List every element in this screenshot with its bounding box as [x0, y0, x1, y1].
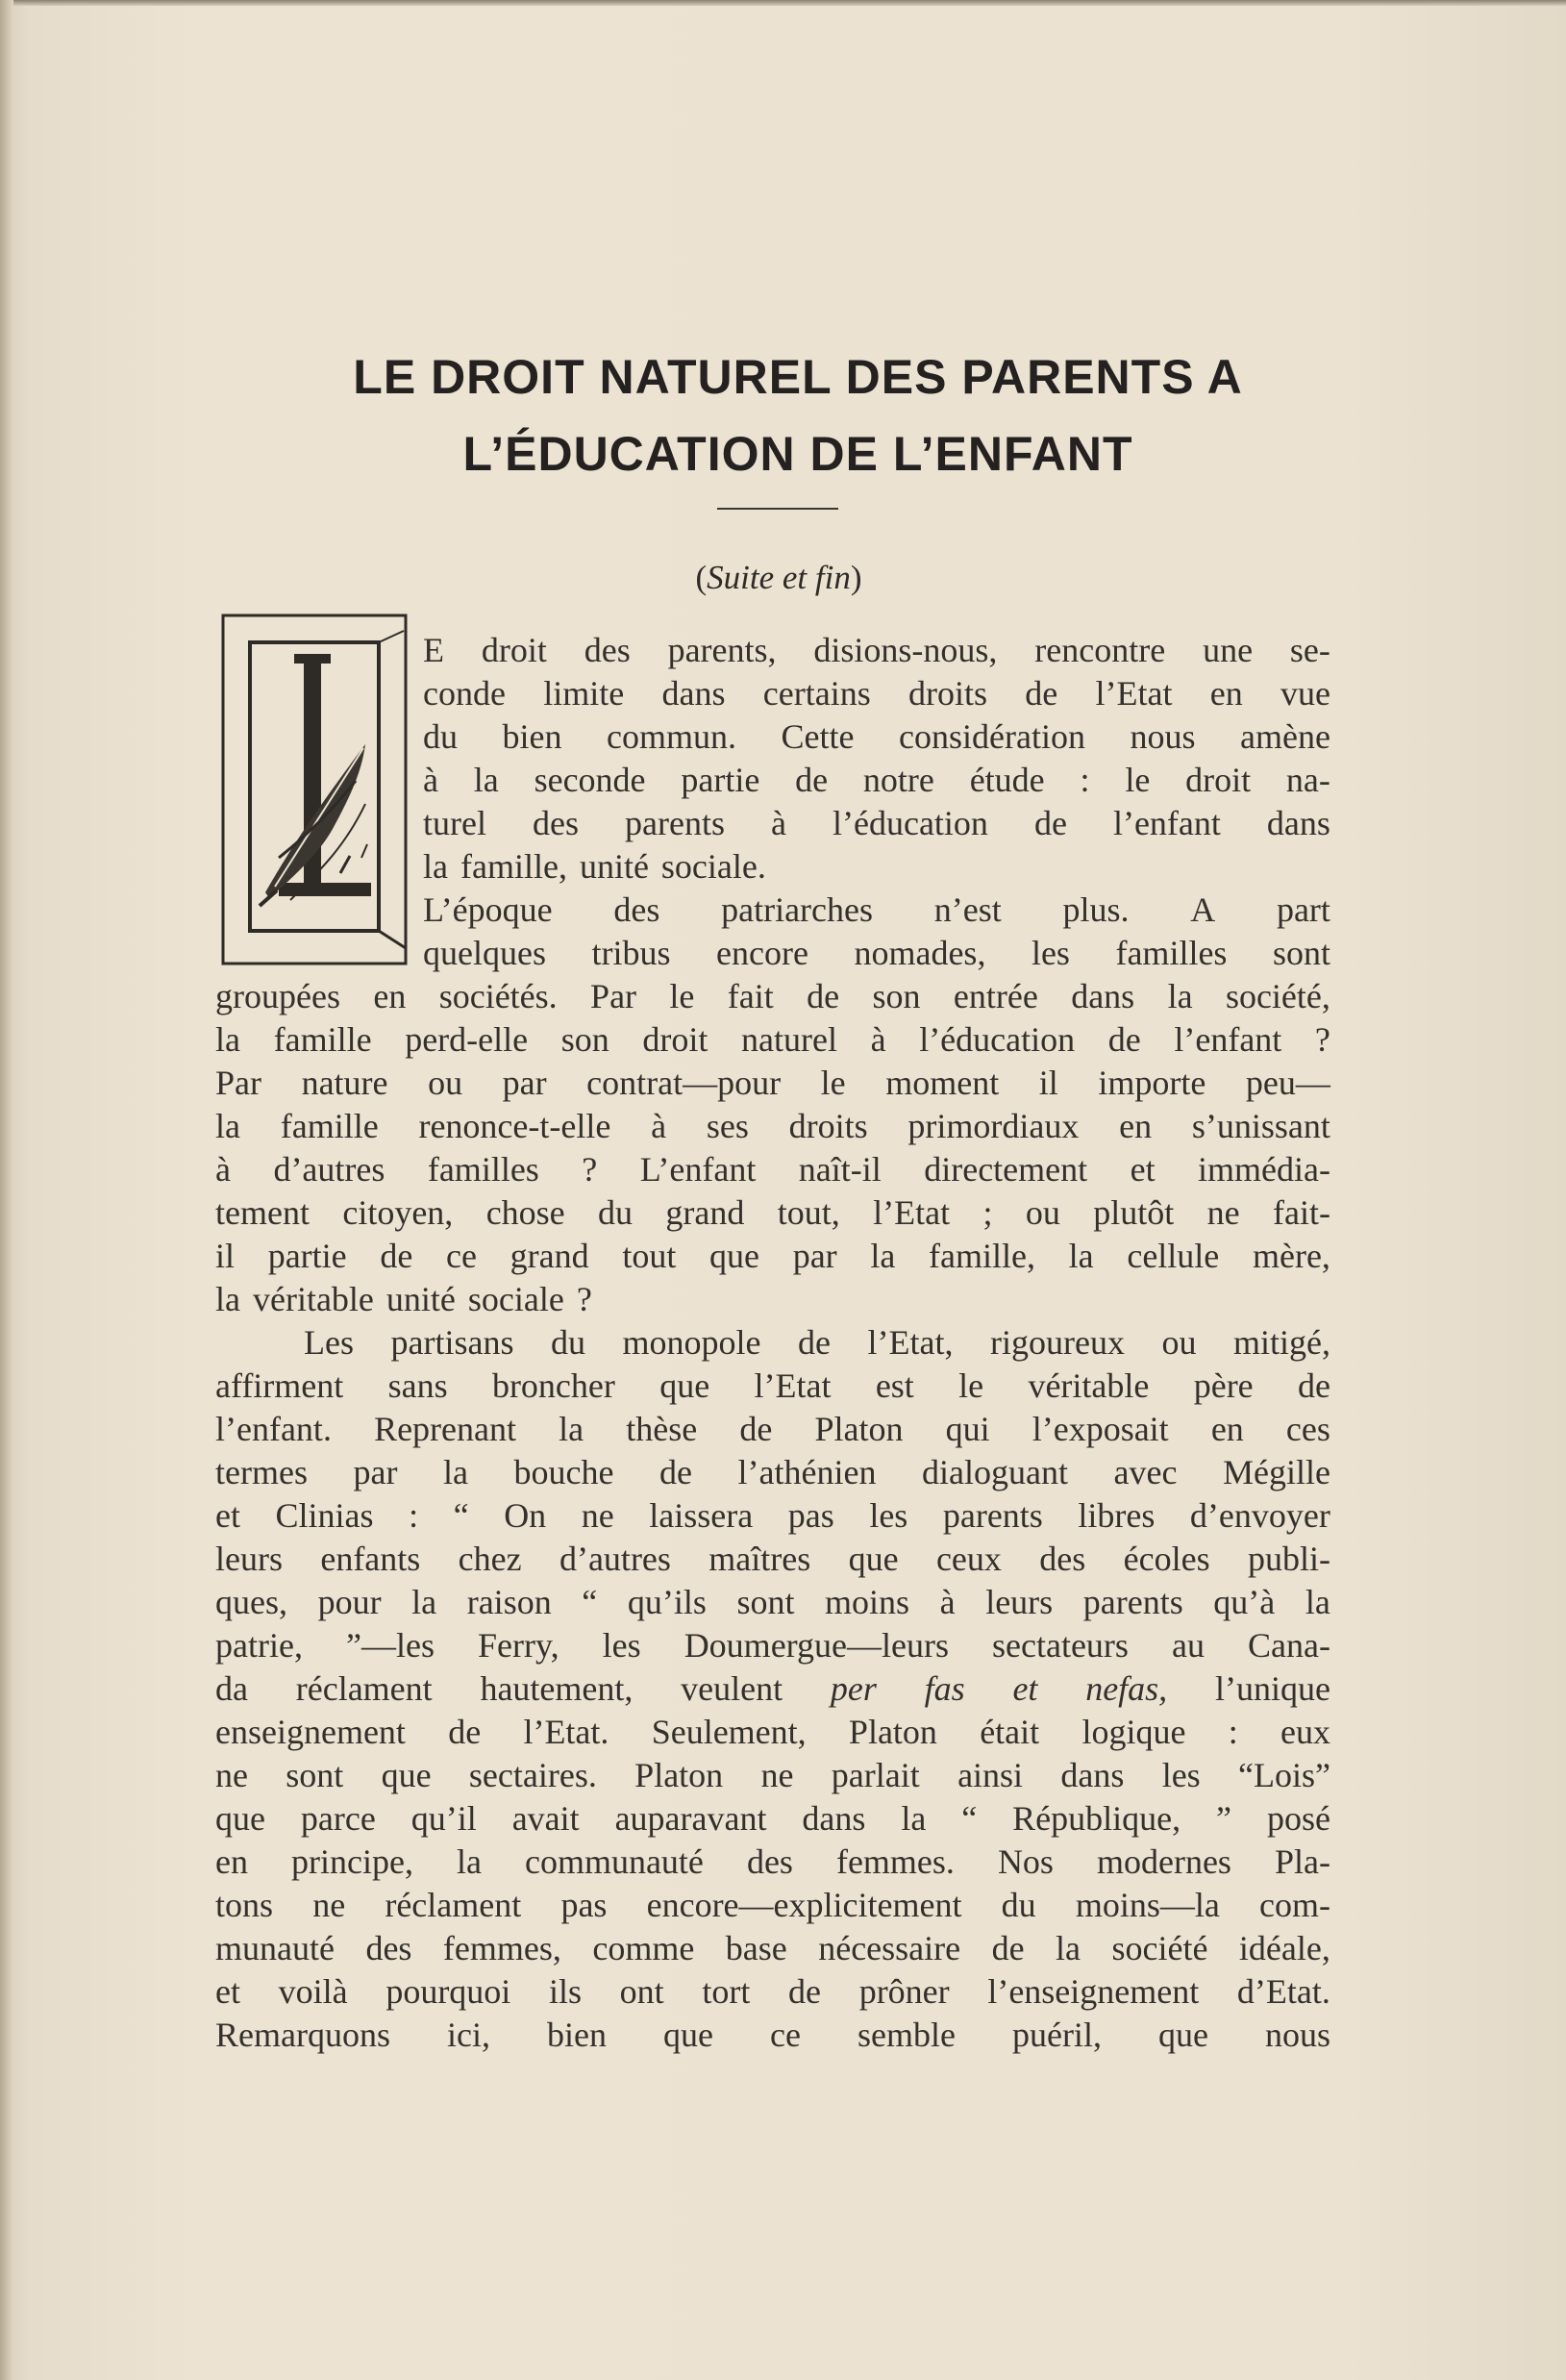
- page-top-edge: [0, 0, 1566, 6]
- subtitle-italic: Suite et fin: [707, 559, 851, 596]
- text-line: conde limite dans certains droits de l’Etat en vue: [423, 674, 1330, 713]
- page-binding-edge: [0, 0, 13, 2380]
- text-line: à d’autres familles ? L’enfant naît-il directement et immédia-: [215, 1150, 1330, 1189]
- text-line: à la seconde partie de notre étude : le droit na-: [423, 761, 1330, 799]
- text-line: da réclament hautement, veulent per fas et nefas, l’unique: [215, 1669, 1330, 1708]
- text-line: et Clinias : “ On ne laissera pas les parents libres d’envoyer: [215, 1496, 1330, 1535]
- text-line: patrie, ”—les Ferry, les Doumergue—leurs sectateurs au Cana-: [215, 1626, 1330, 1665]
- text-line: il partie de ce grand tout que par la famille, la cellule mère,: [215, 1237, 1330, 1275]
- text-line: que parce qu’il avait auparavant dans la “ République, ” posé: [215, 1799, 1330, 1838]
- text-line: groupées en sociétés. Par le fait de son entrée dans la société,: [215, 977, 1330, 1015]
- text-line: Remarquons ici, bien que ce semble puéril, que nous: [215, 2016, 1330, 2054]
- text-line: en principe, la communauté des femmes. Nos modernes Pla-: [215, 1842, 1330, 1881]
- text-line: termes par la bouche de l’athénien dialoguant avec Mégille: [215, 1453, 1330, 1491]
- text-line: du bien commun. Cette considération nous amène: [423, 717, 1330, 756]
- text-line: munauté des femmes, comme base nécessaire de la société idéale,: [215, 1929, 1330, 1967]
- text-line: L’époque des patriarches n’est plus. A part: [423, 890, 1330, 929]
- text-line: l’enfant. Reprenant la thèse de Platon qui l’exposait en ces: [215, 1410, 1330, 1448]
- text-line: turel des parents à l’éducation de l’enfant dans: [423, 804, 1330, 842]
- article-title-line-1: LE DROIT NATUREL DES PARENTS A: [353, 350, 1243, 404]
- text-line: enseignement de l’Etat. Seulement, Platon était logique : eux: [215, 1713, 1330, 1751]
- article-title-line-2: L’ÉDUCATION DE L’ENFANT: [462, 427, 1133, 481]
- text-line: Les partisans du monopole de l’Etat, rigoureux ou mitigé,: [304, 1323, 1330, 1362]
- article-title: [240, 338, 1355, 492]
- text-line: et voilà pourquoi ils ont tort de prôner l’enseignement d’Etat.: [215, 1972, 1330, 2011]
- title-divider: [717, 508, 838, 510]
- text-line: tement citoyen, chose du grand tout, l’Etat ; ou plutôt ne fait-: [215, 1193, 1330, 1232]
- text-line: la famille renonce-t-elle à ses droits primordiaux en s’unissant: [215, 1107, 1330, 1145]
- text-line: tons ne réclament pas encore—explicitement du moins—la com-: [215, 1886, 1330, 1924]
- text-line: E droit des parents, disions-nous, rencontre une se-: [423, 631, 1330, 669]
- text-line: leurs enfants chez d’autres maîtres que ceux des écoles publi-: [215, 1540, 1330, 1578]
- article-body: [215, 629, 1330, 2057]
- text-line: la famille, unité sociale.: [423, 847, 766, 886]
- text-line: ne sont que sectaires. Platon ne parlait ainsi dans les “Lois”: [215, 1756, 1330, 1794]
- article-subtitle: (Suite et fin): [695, 559, 862, 596]
- text-line: la famille perd-elle son droit naturel à l’éducation de l’enfant ?: [215, 1020, 1330, 1059]
- text-line: quelques tribus encore nomades, les familles sont: [423, 934, 1330, 972]
- text-line: la véritable unité sociale ?: [215, 1280, 592, 1318]
- text-line: affirment sans broncher que l’Etat est le véritable père de: [215, 1366, 1330, 1405]
- text-line: ques, pour la raison “ qu’ils sont moins à leurs parents qu’à la: [215, 1583, 1330, 1621]
- text-line: Par nature ou par contrat—pour le moment il importe peu—: [215, 1064, 1330, 1102]
